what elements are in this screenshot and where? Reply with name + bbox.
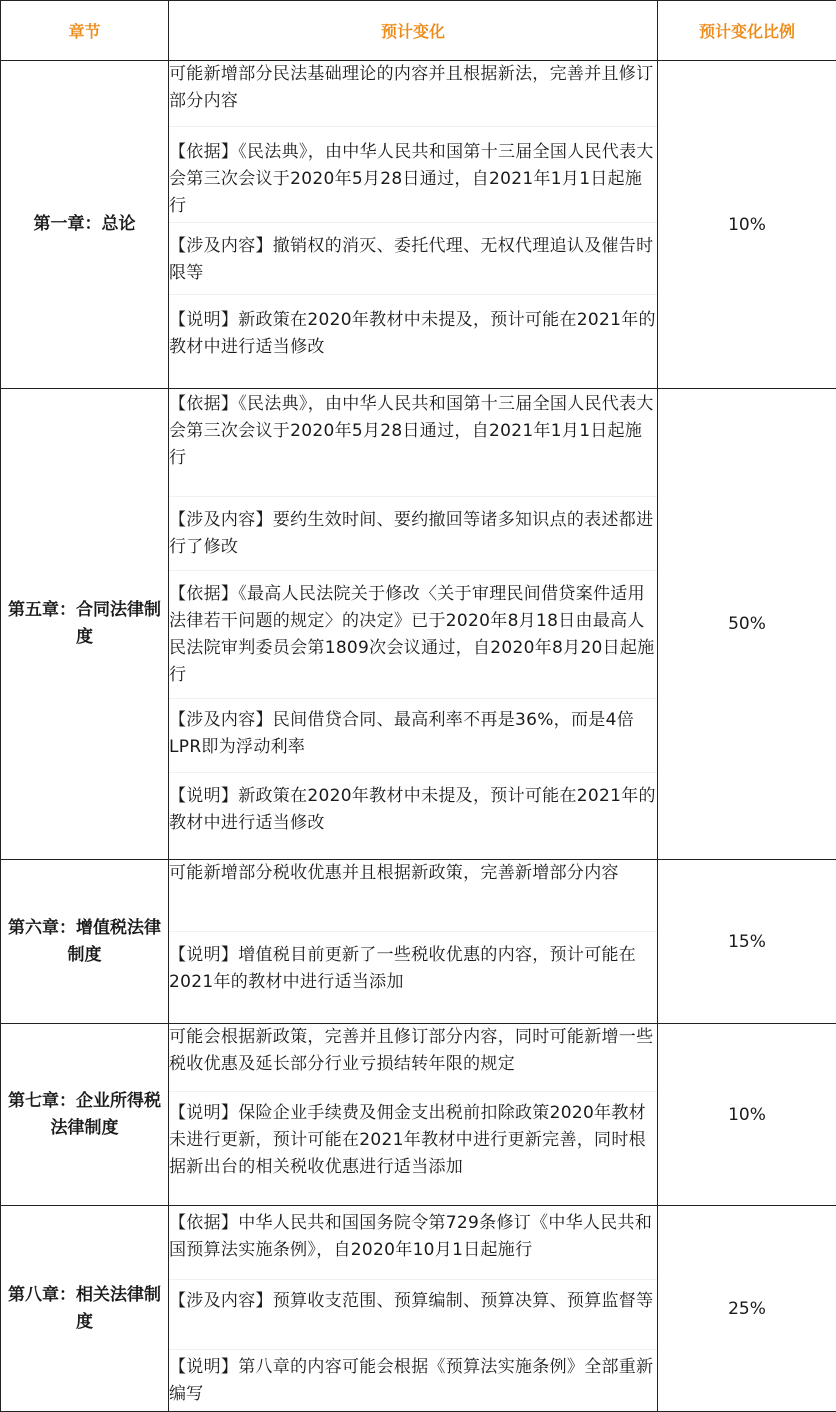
change-cell xyxy=(169,1206,658,1412)
table-row xyxy=(1,860,836,1024)
change-paragraph: 【说明】新政策在2020年教材中未提及，预计可能在2021年的教材中进行适当修改 xyxy=(169,310,656,357)
chapter-cell: 第八章：相关法律制度 xyxy=(1,1206,169,1412)
change-paragraph: 可能新增部分民法基础理论的内容并且根据新法，完善并且修订部分内容 xyxy=(169,61,657,127)
change-cell xyxy=(169,61,658,389)
chapter-cell: 第七章：企业所得税法律制度 xyxy=(1,1024,169,1206)
header-chapter: 章节 xyxy=(1,1,169,61)
change-paragraph: 【依据】《民法典》，由中华人民共和国第十三届全国人民代表大会第三次会议于2020年5月28日通过，自2021年1月1日起施行 xyxy=(169,389,657,497)
change-paragraph: 【依据】《最高人民法院关于修改〈关于审理民间借贷案件适用法律若干问题的规定〉的决定》已于2020年8月18日由最高人民法院审判委员会第1809次会议通过，自2020年8月20日起施行 xyxy=(169,571,657,699)
table-row xyxy=(1,61,836,389)
change-paragraph: 【说明】新政策在2020年教材中未提及，预计可能在2021年的教材中进行适当修改 xyxy=(169,786,656,833)
change-paragraph: 【涉及内容】预算收支范围、预算编制、预算决算、预算监督等 xyxy=(169,1280,657,1350)
ratio-cell: 50% xyxy=(658,389,836,860)
change-cell xyxy=(169,389,658,860)
ratio-cell: 15% xyxy=(658,860,836,1024)
header-ratio: 预计变化比例 xyxy=(658,1,836,61)
change-paragraph: 【依据】《民法典》，由中华人民共和国第十三届全国人民代表大会第三次会议于2020年5月28日通过，自2021年1月1日起施行 xyxy=(169,127,657,223)
table-row xyxy=(1,1024,836,1206)
change-paragraph: 【涉及内容】要约生效时间、要约撤回等诸多知识点的表述都进行了修改 xyxy=(169,497,657,571)
change-paragraph: 可能新增部分税收优惠并且根据新政策，完善新增部分内容 xyxy=(169,860,657,932)
ratio-cell: 10% xyxy=(658,61,836,389)
change-cell xyxy=(169,1024,658,1206)
change-paragraph: 【说明】第八章的内容可能会根据《预算法实施条例》全部重新编写 xyxy=(169,1357,654,1404)
header-row xyxy=(1,1,836,61)
chapter-cell: 第五章：合同法律制度 xyxy=(1,389,169,860)
change-cell xyxy=(169,860,658,1024)
chapter-cell: 第六章：增值税法律制度 xyxy=(1,860,169,1024)
change-paragraph: 【说明】增值税目前更新了一些税收优惠的内容，预计可能在2021年的教材中进行适当添加 xyxy=(169,945,637,992)
change-paragraph: 可能会根据新政策，完善并且修订部分内容，同时可能新增一些税收优惠及延长部分行业亏损结转年限的规定 xyxy=(169,1024,657,1092)
table-row xyxy=(1,389,836,860)
change-paragraph: 【涉及内容】民间借贷合同、最高利率不再是36%，而是4倍LPR即为浮动利率 xyxy=(169,699,657,773)
header-change: 预计变化 xyxy=(169,1,658,61)
ratio-cell: 10% xyxy=(658,1024,836,1206)
chapter-cell: 第一章：总论 xyxy=(1,61,169,389)
change-paragraph: 【涉及内容】撤销权的消灭、委托代理、无权代理追认及催告时限等 xyxy=(169,223,657,295)
change-paragraph: 【说明】保险企业手续费及佣金支出税前扣除政策2020年教材未进行更新，预计可能在2021年教材中进行更新完善，同时根据新出台的相关税收优惠进行适当添加 xyxy=(169,1103,646,1177)
change-paragraph: 【依据】中华人民共和国国务院令第729条修订《中华人民共和国预算法实施条例》，自2020年10月1日起施行 xyxy=(169,1206,657,1280)
ratio-cell: 25% xyxy=(658,1206,836,1412)
table-row xyxy=(1,1206,836,1412)
